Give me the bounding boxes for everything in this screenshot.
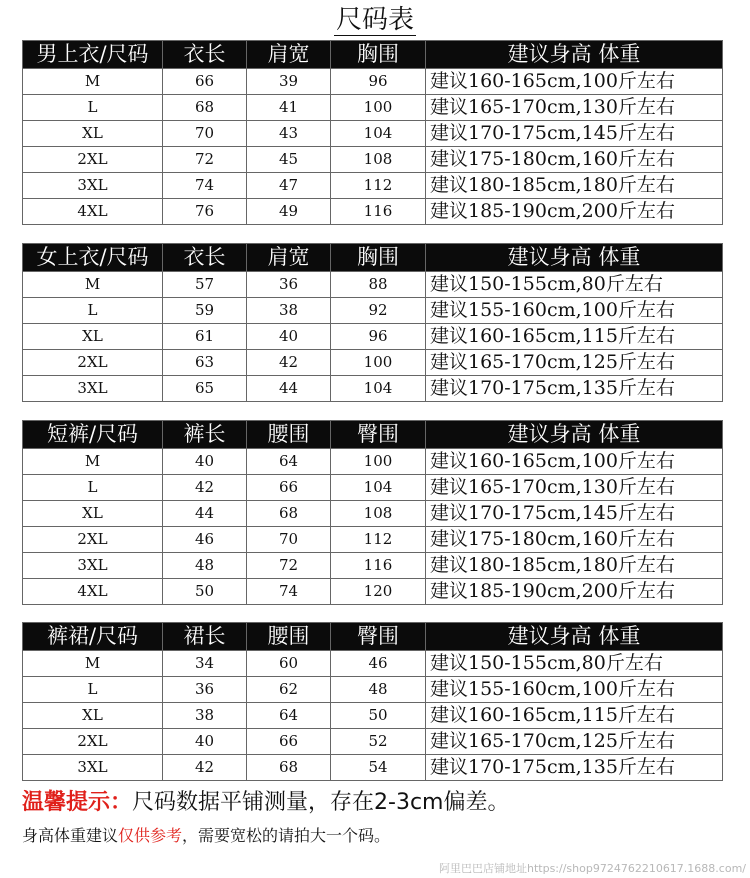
value-cell: 60 <box>247 651 331 677</box>
value-cell: 36 <box>247 272 331 298</box>
size-cell: M <box>23 272 163 298</box>
header-cell: 腰围 <box>247 623 331 651</box>
value-cell: 52 <box>331 729 426 755</box>
recommendation-cell: 建议180-185cm,180斤左右 <box>426 553 723 579</box>
recommendation-cell: 建议175-180cm,160斤左右 <box>426 527 723 553</box>
header-cell: 腰围 <box>247 421 331 449</box>
table-row <box>23 677 723 703</box>
value-cell: 46 <box>331 651 426 677</box>
value-cell: 74 <box>247 579 331 605</box>
size-cell: 2XL <box>23 350 163 376</box>
tip-line <box>22 788 509 818</box>
value-cell: 74 <box>163 173 247 199</box>
value-cell: 68 <box>163 95 247 121</box>
value-cell: 104 <box>331 376 426 402</box>
recommendation-cell: 建议150-155cm,80斤左右 <box>426 651 723 677</box>
value-cell: 100 <box>331 449 426 475</box>
table-row <box>23 449 723 475</box>
recommendation-cell: 建议150-155cm,80斤左右 <box>426 272 723 298</box>
header-cell: 裙长 <box>163 623 247 651</box>
size-cell: 3XL <box>23 553 163 579</box>
size-cell: 3XL <box>23 755 163 781</box>
value-cell: 116 <box>331 199 426 225</box>
recommendation-cell: 建议155-160cm,100斤左右 <box>426 677 723 703</box>
value-cell: 70 <box>163 121 247 147</box>
value-cell: 65 <box>163 376 247 402</box>
value-cell: 88 <box>331 272 426 298</box>
value-cell: 47 <box>247 173 331 199</box>
recommendation-cell: 建议185-190cm,200斤左右 <box>426 579 723 605</box>
value-cell: 50 <box>163 579 247 605</box>
tip-label: 温馨提示： <box>22 790 133 815</box>
value-cell: 108 <box>331 501 426 527</box>
recommendation-cell: 建议155-160cm,100斤左右 <box>426 298 723 324</box>
header-cell: 建议身高 体重 <box>426 244 723 272</box>
men-top-size-table <box>22 40 723 225</box>
recommendation-cell: 建议160-165cm,100斤左右 <box>426 69 723 95</box>
value-cell: 76 <box>163 199 247 225</box>
header-cell: 肩宽 <box>247 41 331 69</box>
header-cell: 建议身高 体重 <box>426 623 723 651</box>
table-row <box>23 350 723 376</box>
size-cell: M <box>23 69 163 95</box>
value-cell: 108 <box>331 147 426 173</box>
value-cell: 96 <box>331 324 426 350</box>
table-header-row <box>23 623 723 651</box>
store-watermark: 阿里巴巴店铺地址https://shop9724762210617.1688.com/ <box>438 862 746 875</box>
recommendation-cell: 建议180-185cm,180斤左右 <box>426 173 723 199</box>
tip-text: 尺码数据平铺测量，存在2-3cm偏差。 <box>132 790 510 815</box>
recommendation-cell: 建议165-170cm,125斤左右 <box>426 350 723 376</box>
header-cell: 臀围 <box>331 623 426 651</box>
value-cell: 57 <box>163 272 247 298</box>
table-row <box>23 173 723 199</box>
recommendation-cell: 建议170-175cm,145斤左右 <box>426 121 723 147</box>
recommendation-cell: 建议185-190cm,200斤左右 <box>426 199 723 225</box>
value-cell: 92 <box>331 298 426 324</box>
table-row <box>23 703 723 729</box>
header-cell: 女上衣/尺码 <box>23 244 163 272</box>
value-cell: 100 <box>331 350 426 376</box>
recommendation-cell: 建议170-175cm,135斤左右 <box>426 755 723 781</box>
header-cell: 臀围 <box>331 421 426 449</box>
header-cell: 胸围 <box>331 41 426 69</box>
value-cell: 34 <box>163 651 247 677</box>
size-cell: L <box>23 475 163 501</box>
value-cell: 43 <box>247 121 331 147</box>
table-row <box>23 272 723 298</box>
value-cell: 36 <box>163 677 247 703</box>
table-row <box>23 501 723 527</box>
value-cell: 70 <box>247 527 331 553</box>
size-cell: 4XL <box>23 579 163 605</box>
value-cell: 68 <box>247 755 331 781</box>
value-cell: 96 <box>331 69 426 95</box>
header-cell: 衣长 <box>163 41 247 69</box>
value-cell: 54 <box>331 755 426 781</box>
recommendation-cell: 建议165-170cm,130斤左右 <box>426 475 723 501</box>
table-header-row <box>23 41 723 69</box>
value-cell: 104 <box>331 121 426 147</box>
value-cell: 40 <box>163 449 247 475</box>
table-row <box>23 147 723 173</box>
size-cell: 4XL <box>23 199 163 225</box>
value-cell: 100 <box>331 95 426 121</box>
recommendation-cell: 建议170-175cm,135斤左右 <box>426 376 723 402</box>
size-cell: 3XL <box>23 173 163 199</box>
value-cell: 72 <box>163 147 247 173</box>
value-cell: 64 <box>247 703 331 729</box>
table-row <box>23 298 723 324</box>
table-row <box>23 121 723 147</box>
value-cell: 120 <box>331 579 426 605</box>
table-row <box>23 95 723 121</box>
size-cell: 2XL <box>23 147 163 173</box>
size-cell: L <box>23 298 163 324</box>
table-row <box>23 199 723 225</box>
value-cell: 63 <box>163 350 247 376</box>
table-row <box>23 755 723 781</box>
value-cell: 68 <box>247 501 331 527</box>
recommendation-cell: 建议165-170cm,130斤左右 <box>426 95 723 121</box>
value-cell: 40 <box>163 729 247 755</box>
header-cell: 胸围 <box>331 244 426 272</box>
recommendation-cell: 建议160-165cm,100斤左右 <box>426 449 723 475</box>
size-cell: XL <box>23 703 163 729</box>
size-cell: L <box>23 677 163 703</box>
value-cell: 66 <box>247 475 331 501</box>
size-cell: 3XL <box>23 376 163 402</box>
table-row <box>23 729 723 755</box>
table-row <box>23 324 723 350</box>
value-cell: 40 <box>247 324 331 350</box>
size-cell: 2XL <box>23 527 163 553</box>
header-cell: 短裤/尺码 <box>23 421 163 449</box>
value-cell: 116 <box>331 553 426 579</box>
size-cell: XL <box>23 324 163 350</box>
reference-highlight: 仅供参考 <box>118 826 183 845</box>
table-row <box>23 69 723 95</box>
value-cell: 46 <box>163 527 247 553</box>
value-cell: 48 <box>163 553 247 579</box>
page-title <box>0 2 750 38</box>
value-cell: 72 <box>247 553 331 579</box>
value-cell: 38 <box>247 298 331 324</box>
skort-size-table <box>22 622 723 781</box>
reference-text-a: 身高体重建议 <box>22 826 119 845</box>
table-row <box>23 651 723 677</box>
value-cell: 66 <box>247 729 331 755</box>
size-cell: XL <box>23 121 163 147</box>
reference-line <box>22 824 390 848</box>
size-cell: M <box>23 651 163 677</box>
value-cell: 39 <box>247 69 331 95</box>
header-cell: 建议身高 体重 <box>426 41 723 69</box>
value-cell: 42 <box>163 755 247 781</box>
women-top-size-table <box>22 243 723 402</box>
value-cell: 59 <box>163 298 247 324</box>
value-cell: 66 <box>163 69 247 95</box>
value-cell: 44 <box>163 501 247 527</box>
value-cell: 112 <box>331 527 426 553</box>
header-cell: 裤裙/尺码 <box>23 623 163 651</box>
shorts-size-table <box>22 420 723 605</box>
value-cell: 44 <box>247 376 331 402</box>
title-text: 尺码表 <box>335 5 414 35</box>
value-cell: 41 <box>247 95 331 121</box>
value-cell: 38 <box>163 703 247 729</box>
header-cell: 衣长 <box>163 244 247 272</box>
recommendation-cell: 建议165-170cm,125斤左右 <box>426 729 723 755</box>
value-cell: 61 <box>163 324 247 350</box>
header-cell: 肩宽 <box>247 244 331 272</box>
reference-text-b: ，需要宽松的请拍大一个码。 <box>182 826 391 845</box>
size-cell: L <box>23 95 163 121</box>
value-cell: 62 <box>247 677 331 703</box>
value-cell: 42 <box>247 350 331 376</box>
size-cell: 2XL <box>23 729 163 755</box>
value-cell: 50 <box>331 703 426 729</box>
recommendation-cell: 建议175-180cm,160斤左右 <box>426 147 723 173</box>
value-cell: 42 <box>163 475 247 501</box>
header-cell: 裤长 <box>163 421 247 449</box>
table-row <box>23 553 723 579</box>
table-header-row <box>23 244 723 272</box>
recommendation-cell: 建议160-165cm,115斤左右 <box>426 703 723 729</box>
table-row <box>23 579 723 605</box>
recommendation-cell: 建议170-175cm,145斤左右 <box>426 501 723 527</box>
recommendation-cell: 建议160-165cm,115斤左右 <box>426 324 723 350</box>
header-cell: 建议身高 体重 <box>426 421 723 449</box>
value-cell: 49 <box>247 199 331 225</box>
value-cell: 112 <box>331 173 426 199</box>
value-cell: 104 <box>331 475 426 501</box>
table-row <box>23 527 723 553</box>
size-cell: XL <box>23 501 163 527</box>
value-cell: 48 <box>331 677 426 703</box>
table-row <box>23 475 723 501</box>
value-cell: 64 <box>247 449 331 475</box>
table-header-row <box>23 421 723 449</box>
value-cell: 45 <box>247 147 331 173</box>
header-cell: 男上衣/尺码 <box>23 41 163 69</box>
table-row <box>23 376 723 402</box>
size-cell: M <box>23 449 163 475</box>
